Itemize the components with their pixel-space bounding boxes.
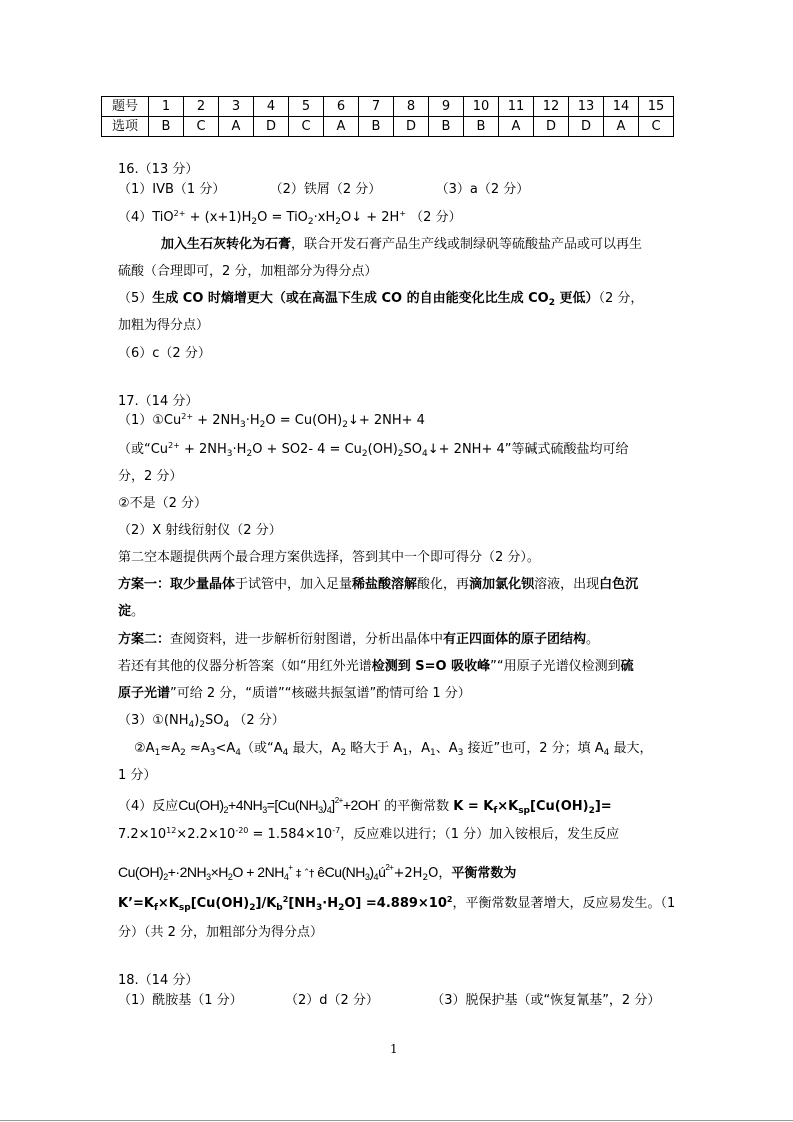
question-number-cell: 3 xyxy=(219,97,254,117)
q17-line-1: $(1)①Cu^{2+} + 2NH_3\cdot H_2O$ = $Cu(OH)_2↓+ 2NH+ 4$ xyxy=(118,412,425,430)
answer-table xyxy=(101,96,674,137)
question-number-cell: 14 xyxy=(604,97,639,117)
question-number-cell: 5 xyxy=(289,97,324,117)
answer-cell: D xyxy=(394,117,429,137)
q17-line-16: $7.2\times 10^{12}\times 2.2\times 10^{-20} = 1.584\times 10^{-7}$，反应难以进行；（1 分）加入铵根后，发生反应 xyxy=(118,826,620,842)
answer-cell: C xyxy=(639,117,674,137)
q16-line-5: （5）生成 CO 时熵增更大（或在高温下生成 CO 的自由能变化比生成 $CO_2$ 更低）（2 分， xyxy=(118,291,644,308)
q16-part3: （3）a（2 分） xyxy=(435,182,530,197)
q17-line-14: 1 分） xyxy=(118,768,157,783)
answer-cell: B xyxy=(359,117,394,137)
question-number-cell: 15 xyxy=(639,97,674,117)
question-number-cell: 11 xyxy=(499,97,534,117)
question-number-cell: 12 xyxy=(534,97,569,117)
q16-header: 16.（13 分） xyxy=(118,162,199,177)
q17-line-12: $(3)①(NH_4)_2SO_4$ （2 分） xyxy=(118,713,285,730)
q17-line-2: （或“$Cu^{2+} + 2NH_3\cdot H_2O + SO2-$ $4 = Cu_2(OH)_2SO_4↓+ 2NH+ 4$”等碱式硫酸盐均可给 xyxy=(118,441,629,459)
q17-line-6: 第二空本题提供两个最合理方案供选择，答到其中一个即可得分（2 分）。 xyxy=(118,550,540,565)
row-label-question: 题号 xyxy=(102,97,149,117)
answer-cell: C xyxy=(184,117,219,137)
question-number-cell: 7 xyxy=(359,97,394,117)
question-number-cell: 1 xyxy=(149,97,184,117)
question-number-cell: 10 xyxy=(464,97,499,117)
equation-image-2: $Cu(OH)_2+\cdot 2NH_3\times H_2O + 2NH_4^+$ ‡ ˆ† $êCu(NH_3)_4ú^{2+}$ xyxy=(118,863,394,882)
question-number-cell: 4 xyxy=(254,97,289,117)
q17-header: 17.（14 分） xyxy=(118,394,199,409)
answer-cell: A xyxy=(324,117,359,137)
answer-cell: D xyxy=(569,117,604,137)
q18-part2: （2）d（2 分） xyxy=(284,993,379,1008)
q17-line-10: 若还有其他的仪器分析答案（如“用红外光谱检测到 S=O 吸收峰”“用原子光谱仪检测到硫 xyxy=(118,659,634,674)
q16-part2: （2）铁屑（2 分） xyxy=(269,182,382,197)
q17-line-7: 方案一：取少量晶体于试管中，加入足量稀盐酸溶解酸化，再滴加氯化钡溶液，出现白色沉 xyxy=(118,577,639,592)
q17-line-3: 分，2 分） xyxy=(118,469,183,484)
question-number-cell: 13 xyxy=(569,97,604,117)
q17-line-4: ②不是（2 分） xyxy=(118,496,208,511)
q16-part1: （1）IVB（1 分） xyxy=(118,182,226,197)
q18-header: 18.（14 分） xyxy=(118,973,199,988)
q16-line-1 xyxy=(118,182,529,198)
q17-line-18: $K’=K_f\times K_{sp}[Cu(OH)_2]/K_b^2[NH_3\cdot H_2O] =4.889\times 10^2$，平衡常数显著增大，反应易发生。（1 xyxy=(118,895,676,913)
question-number-cell: 6 xyxy=(324,97,359,117)
row-label-answer: 选项 xyxy=(102,117,149,137)
answer-row xyxy=(102,117,674,137)
page-number: 1 xyxy=(390,1042,398,1056)
answer-cell: A xyxy=(604,117,639,137)
question-number-cell: 8 xyxy=(394,97,429,117)
q16-line-2: $(4)TiO^{2+} + (x+1)H_2O$ = $TiO_2\cdot xH_2O↓ + 2H^+$ （2 分） xyxy=(118,209,462,227)
q17-line-15: （4）反应$Cu(OH)_2+4NH_3=[Cu(NH_3)_4]^{2+}+2OH^-$ 的平衡常数 $K = K_f\times K_{sp}[Cu(OH)_2]=$ xyxy=(118,796,612,816)
q17-line-13: $②A_1\approx A_2 \approx A_3<A_4$（或“$A_4$ 最大，$A_2$ 略大于 $A_1$，$A_1$、$A_3$ 接近”也可，2 分；填 $A_4$ 最大， xyxy=(134,741,653,758)
q17-line-5: （2）X 射线衍射仪（2 分） xyxy=(118,523,282,538)
answer-cell: A xyxy=(499,117,534,137)
q16-line-4: 硫酸（合理即可，2 分，加粗部分为得分点） xyxy=(118,264,378,279)
q18-line-1 xyxy=(118,993,660,1009)
question-number-cell: 9 xyxy=(429,97,464,117)
answer-cell: D xyxy=(534,117,569,137)
q17-line-9: 方案二：查阅资料，进一步解析衍射图谱，分析出晶体中有正四面体的原子团结构。 xyxy=(118,632,600,647)
footer-rule xyxy=(0,1120,793,1121)
equation-image-1: $Cu(OH)_2+4NH_3=[Cu(NH_3)_4]^{2+}+2OH^-$ xyxy=(178,796,380,815)
q16-line-6: 加粗为得分点） xyxy=(118,318,210,333)
q17-line-17: $Cu(OH)_2+\cdot 2NH_3\times H_2O + 2NH_4^+$ ‡ ˆ† $êCu(NH_3)_4ú^{2+}+2H_2O$，平衡常数为 xyxy=(118,863,517,883)
q17-line-8: 淀。 xyxy=(118,604,145,619)
question-number-cell: 2 xyxy=(184,97,219,117)
q16-line-3: 加入生石灰转化为石膏，联合开发石膏产品生产线或制绿矾等硫酸盐产品或可以再生 xyxy=(161,237,643,252)
q16-line-7: （6）c（2 分） xyxy=(118,346,211,361)
q17-line-19: 分）（共 2 分，加粗部分为得分点） xyxy=(118,925,324,940)
answer-cell: B xyxy=(149,117,184,137)
answer-cell: D xyxy=(254,117,289,137)
answer-cell: B xyxy=(429,117,464,137)
answer-cell: B xyxy=(464,117,499,137)
q18-part3: （3）脱保护基（或“恢复氰基”，2 分） xyxy=(431,993,661,1008)
answer-cell: C xyxy=(289,117,324,137)
answer-cell: A xyxy=(219,117,254,137)
q18-part1: （1）酰胺基（1 分） xyxy=(118,993,243,1008)
question-number-row xyxy=(102,97,674,117)
q17-line-11: 原子光谱”可给 2 分，“质谱”“核磁共振氢谱”酌情可给 1 分） xyxy=(118,686,471,701)
